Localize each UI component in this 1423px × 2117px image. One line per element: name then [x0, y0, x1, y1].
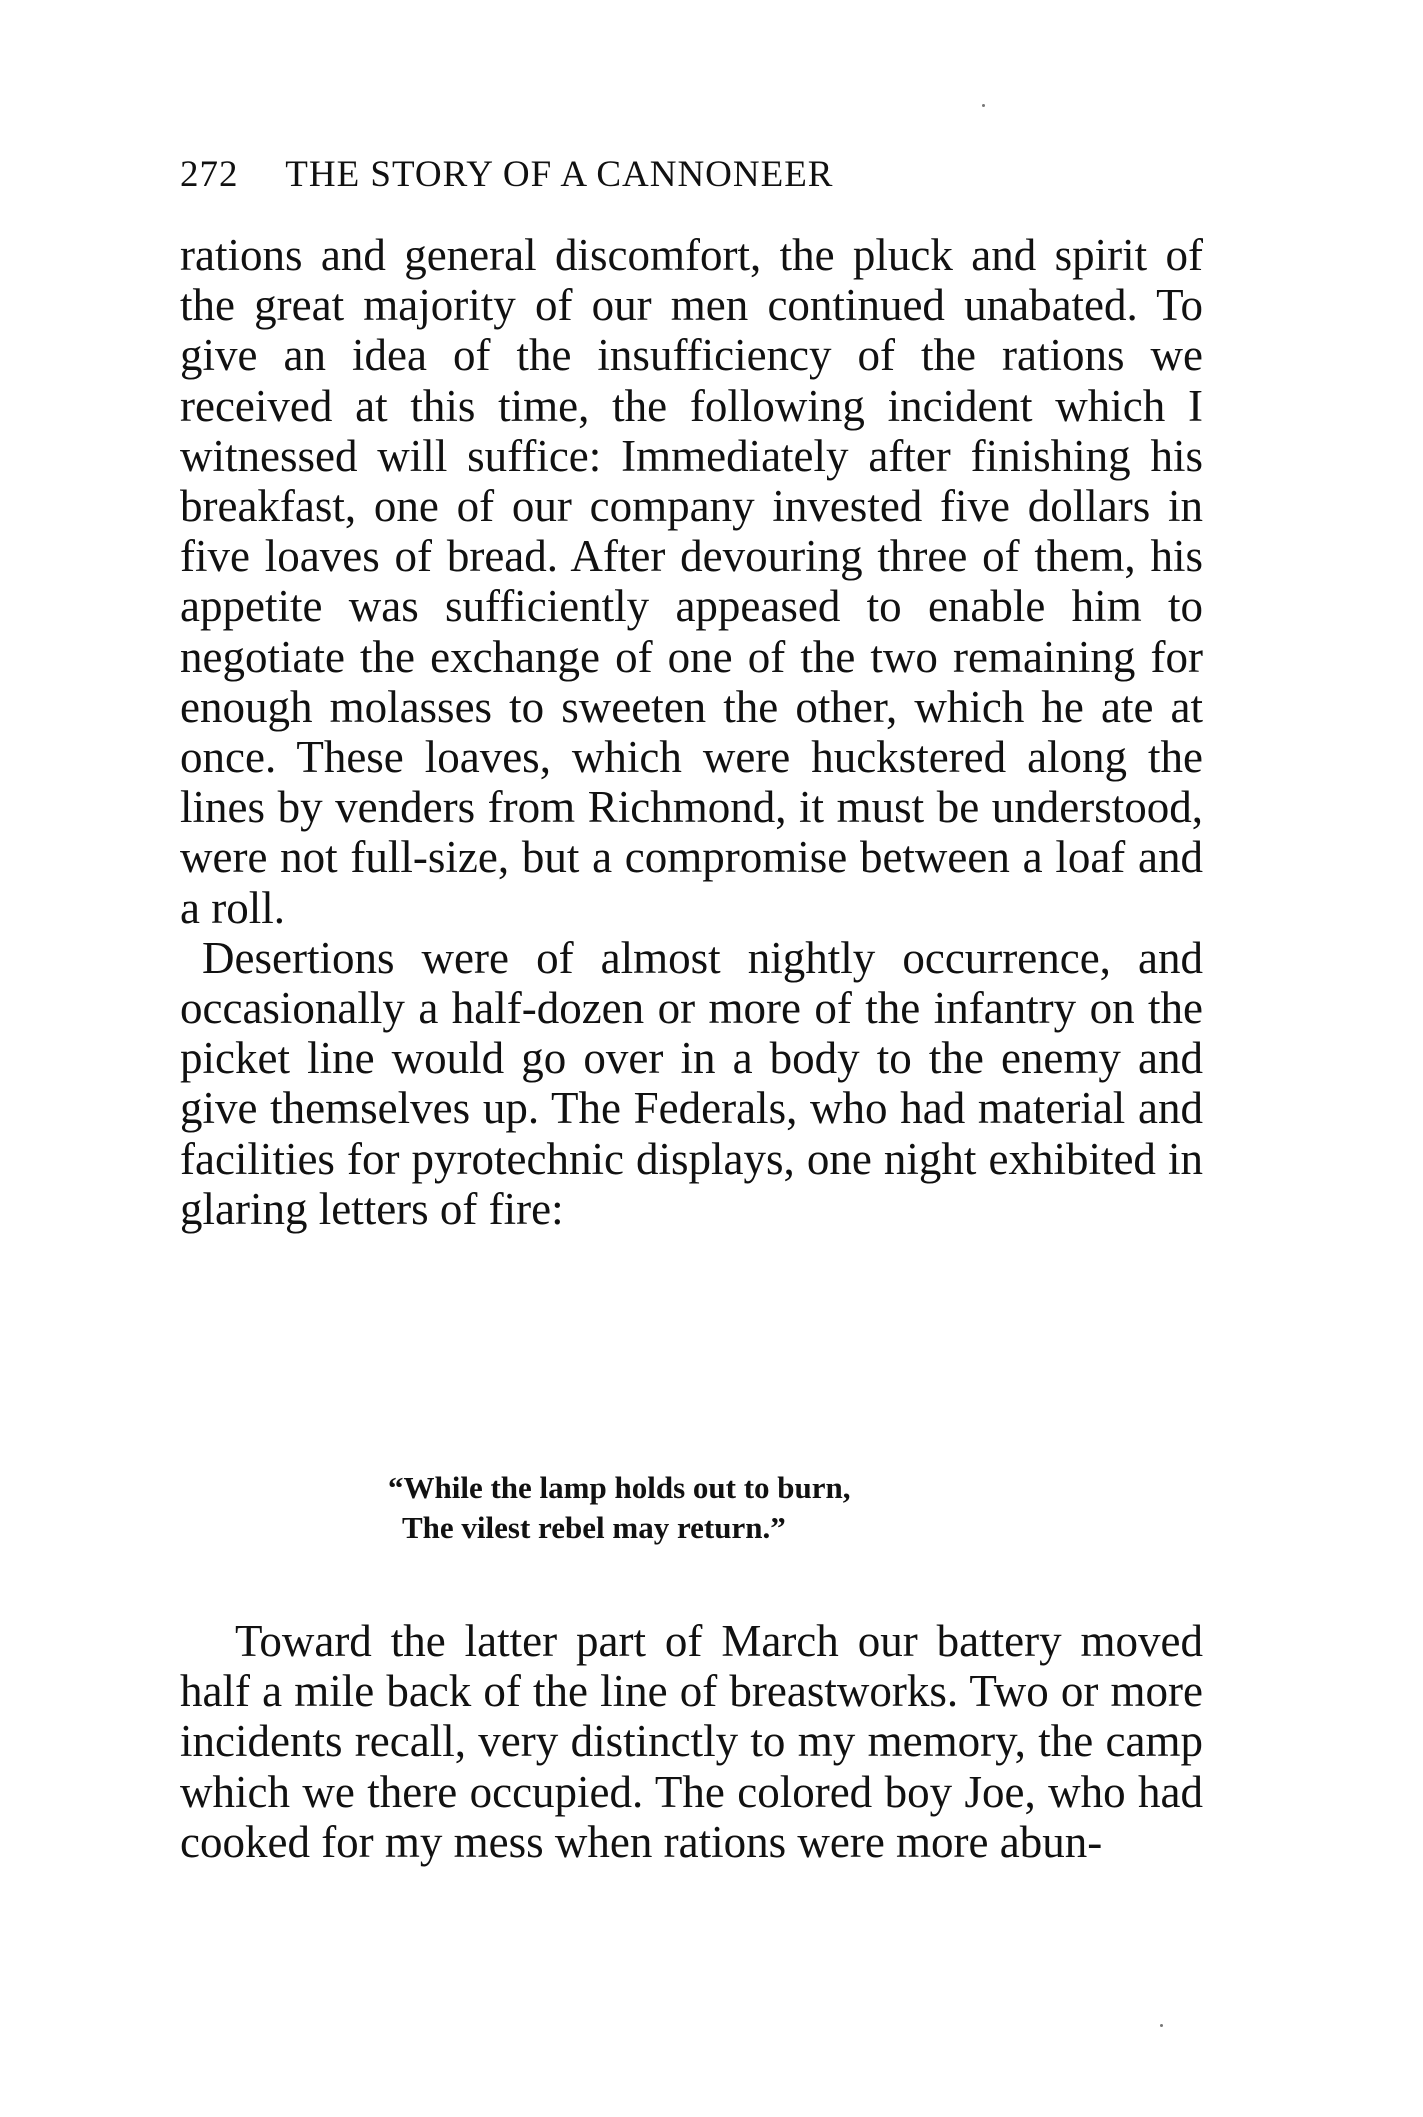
page-header	[180, 150, 1180, 200]
paragraph-march: Toward the latter part of March our battery moved half a mile back of the line of breastworks. Two or more incidents recall, very distinctly to my memory, the camp which we there occupied. The colored boy Joe, who had cooked for my mess when rations were more abun-	[180, 1616, 1203, 1867]
continued-text	[180, 1616, 1203, 1867]
main-text	[180, 230, 1203, 1234]
verse-quote	[388, 1468, 1088, 1548]
verse-line-2: The vilest rebel may return.”	[402, 1510, 786, 1545]
paragraph-desertions: Desertions were of almost nightly occurrence, and occasionally a half-dozen or more of the infantry on the picket line would go over in a body to the enemy and give themselves up. The Federals, who had material and facilities for pyrotechnic displays, one night exhibited in glaring letters of fire:	[180, 932, 1203, 1234]
running-title: THE STORY OF A CANNONEER	[285, 154, 834, 195]
print-speck	[1160, 2024, 1163, 2027]
page-number: 272	[180, 154, 239, 195]
paragraph-rations: rations and general discomfort, the pluck and spirit of the great majority of our men continued unabated. To give an idea of the insufficiency of the rations we received at this time, the following incident which I witnessed will suffice: Immediately after finishing his breakfast, one of our company invested five dollars in five loaves of bread. After devouring three of them, his appetite was sufficiently appeased to enable him to negotiate the exchange of one of the two remaining for enough molasses to sweeten the other, which he ate at once. These loaves, which were huckstered along the lines by venders from Richmond, it must be understood, were not full-size, but a compromise between a loaf and a roll.	[180, 230, 1203, 933]
print-speck	[982, 104, 985, 107]
verse-line-1: “While the lamp holds out to burn,	[388, 1470, 851, 1505]
